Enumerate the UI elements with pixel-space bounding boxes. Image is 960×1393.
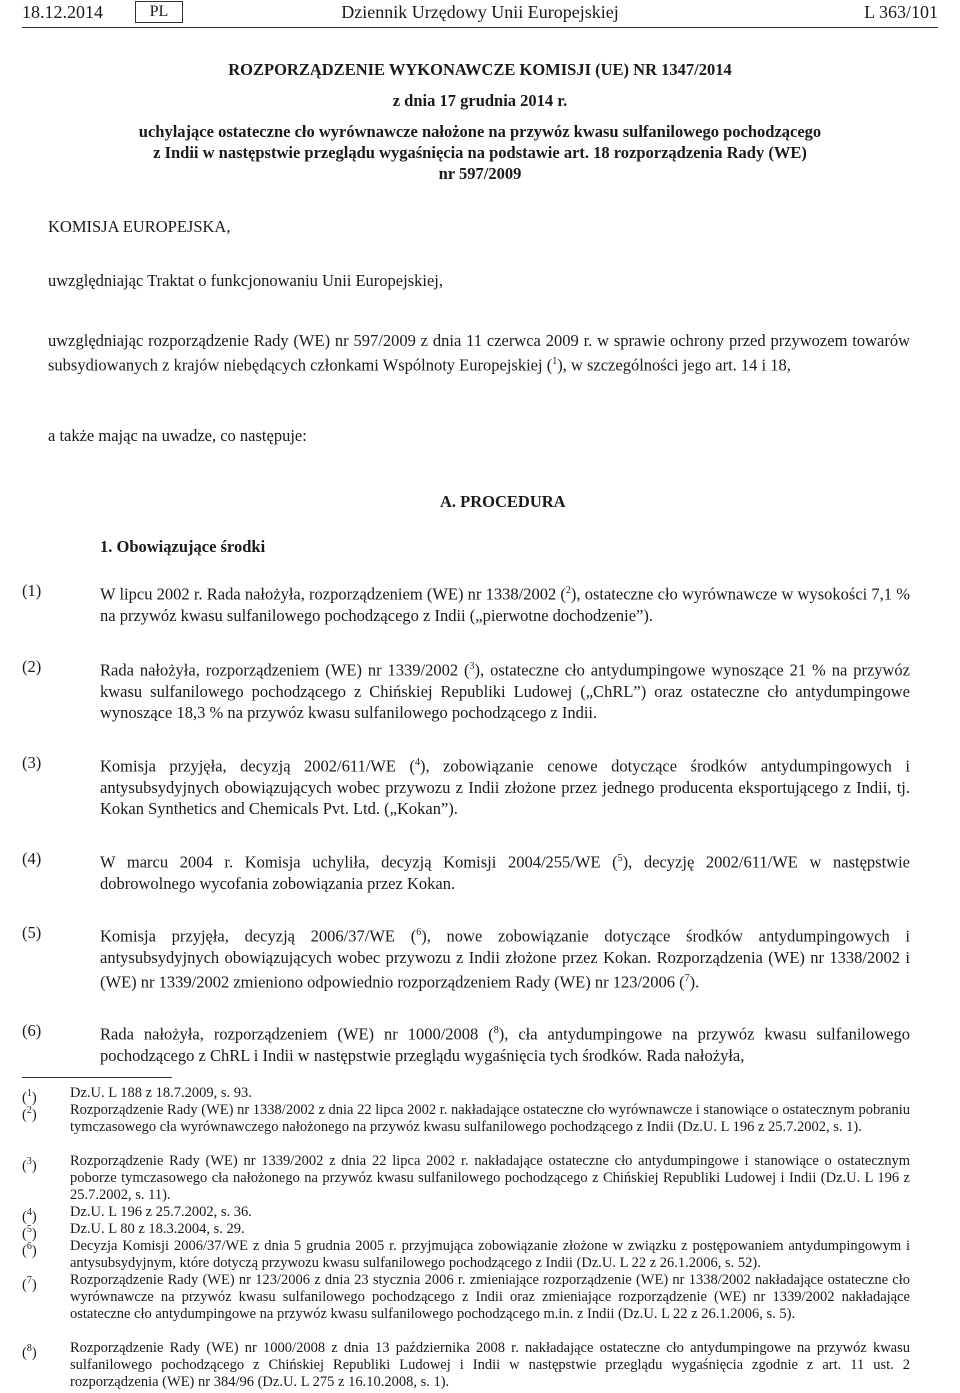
page-reference: L 363/101: [864, 2, 938, 22]
language-badge: PL: [135, 1, 183, 23]
footnote-number: ($^8$): [22, 1343, 37, 1361]
recital-text: Rada nałożyła, rozporządzeniem (WE) nr 1000/2008 ($^8$), cła antydumpingowe na przywóz kwasu sulfanilowego pochodzącego z ChRL i Indii w następstwie przeglądu wygaśnięcia tych środków. Rada nałożyła,: [100, 1024, 910, 1065]
header-divider: [22, 27, 938, 28]
footnote-text: Dz.U. L 188 z 18.7.2009, s. 93.: [70, 1085, 252, 1101]
recital-number: (3): [22, 753, 42, 772]
footnote-text: Rozporządzenie Rady (WE) nr 1339/2002 z dnia 22 lipca 2002 r. nakładające ostateczne cło antydumpingowe i stanowiące o ostatecznym poborze tymczasowego cła nałożonego na przywóz kwasu sulfanilowego pochodzącego z Chińskiej Republiki Ludowej i Indii (Dz.U. L 196 z 25.7.2002, s. 11).: [70, 1153, 910, 1203]
recital-text: Komisja przyjęła, decyzją 2006/37/WE ($^6$), nowe zobowiązanie dotyczące środków antydumpingowych i antysubsydyjnych obowiązujących wobec przywozu z Indii złożone przez Kokan. Rozporządzenia (WE) nr 1338/2002 i (WE) nr 1339/2002 zmieniono odpowiednio rozporządzeniem Rady (WE) nr 123/2006 ($^7$).: [100, 926, 910, 991]
footnote-divider: [22, 1077, 172, 1078]
footnote-text: Dz.U. L 196 z 25.7.2002, s. 36.: [70, 1204, 252, 1220]
footnote-text: Dz.U. L 80 z 18.3.2004, s. 29.: [70, 1221, 245, 1237]
preamble-treaty: uwzględniając Traktat o funkcjonowaniu Unii Europejskiej,: [48, 271, 444, 290]
regulation-title: ROZPORZĄDZENIE WYKONAWCZE KOMISJI (UE) NR 1347/2014: [228, 60, 732, 79]
recital-number: (1): [22, 581, 42, 600]
commission-heading: KOMISJA EUROPEJSKA,: [48, 217, 231, 236]
footnote-text: Rozporządzenie Rady (WE) nr 1338/2002 z dnia 22 lipca 2002 r. nakładające ostateczne cło wyrównawcze i stanowiące o ostatecznym pobraniu tymczasowego cła wyrównawczego nałożonego na przywóz kwasu sulfanilowego pochodzącego z Indii (Dz.U. L 196 z 25.7.2002, s. 1).: [70, 1102, 910, 1135]
recital-number: (5): [22, 923, 42, 942]
footnote-number: ($^7$): [22, 1275, 37, 1293]
preamble-regulation: uwzględniając rozporządzenie Rady (WE) nr 597/2009 z dnia 11 czerwca 2009 r. w sprawie ochrony przed przywozem towarów subsydiowanych z krajów niebędących członkami Wspólnoty Europejskiej ($^1$), w szczególności jego art. 14 i 18,: [48, 331, 910, 375]
footnote-number: ($^3$): [22, 1156, 37, 1174]
footnote-number: ($^4$): [22, 1207, 37, 1225]
recital-text: W lipcu 2002 r. Rada nałożyła, rozporządzeniem (WE) nr 1338/2002 ($^2$), ostateczne cło wyrównawcze w wysokości 7,1 % na przywóz kwasu sulfanilowego pochodzącego z Indii („pierwotne dochodzenie”).: [100, 584, 910, 625]
footnote-text: Rozporządzenie Rady (WE) nr 1000/2008 z dnia 13 października 2008 r. nakładające ostateczne cło antydumpingowe na przywóz kwasu sulfanilowego pochodzącego z Chińskiej Republiki Ludowej i Indii w następstwie przeglądu wygaśnięcia zgodnie z art. 11 ust. 2 rozporządzenia (WE) nr 384/96 (Dz.U. L 275 z 16.10.2008, s. 1).: [70, 1340, 910, 1390]
preamble-whereas: a także mając na uwadze, co następuje:: [48, 426, 307, 445]
regulation-subject-line1: uchylające ostateczne cło wyrównawcze nałożone na przywóz kwasu sulfanilowego pochodzącego: [138, 122, 822, 141]
footnote-text: Rozporządzenie Rady (WE) nr 123/2006 z dnia 23 stycznia 2006 r. zmieniające rozporządzenie (WE) nr 1338/2002 nakładające ostateczne cło wyrównawcze na przywóz kwasu sulfanilowego pochodzącego z Indii oraz zmieniające rozporządzenie (WE) nr 1339/2002 nakładające ostateczne cło antydumpingowe na przywóz kwasu sulfanilowego pochodzącego m.in. z Indii (Dz.U. L 22 z 26.1.2006, s. 5).: [70, 1272, 910, 1322]
journal-title: Dziennik Urzędowy Unii Europejskiej: [341, 2, 619, 22]
subsection-heading: 1. Obowiązujące środki: [100, 537, 266, 556]
footnote-number: ($^2$): [22, 1105, 37, 1123]
footnote-text: Decyzja Komisji 2006/37/WE z dnia 5 grudnia 2005 r. przyjmująca zobowiązanie złożone w związku z postępowaniem antydumpingowym i antysubsydyjnym, które dotyczą przywozu kwasu sulfanilowego pochodzącego z Indii (Dz.U. L 22 z 26.1.2006, s. 52).: [70, 1238, 910, 1271]
regulation-subject-line2: z Indii w następstwie przeglądu wygaśnięcia na podstawie art. 18 rozporządzenia Rady (WE): [153, 143, 807, 162]
footnote-ref: 1: [552, 356, 558, 367]
footnote-number: ($^5$): [22, 1224, 37, 1242]
recital-number: (4): [22, 849, 42, 868]
recital-number: (6): [22, 1021, 42, 1040]
footnote-number: ($^1$): [22, 1088, 37, 1106]
section-heading: A. PROCEDURA: [440, 492, 566, 511]
regulation-date: z dnia 17 grudnia 2014 r.: [392, 91, 568, 110]
recital-text: Rada nałożyła, rozporządzeniem (WE) nr 1339/2002 ($^3$), ostateczne cło antydumpingowe wynoszące 21 % na przywóz kwasu sulfanilowego pochodzącego z Chińskiej Republiki Ludowej („ChRL”) oraz ostateczne cło antydumpingowe wynoszące 18,3 % na przywóz kwasu sulfanilowego pochodzącego z Indii.: [100, 660, 911, 722]
recital-text: Komisja przyjęła, decyzją 2002/611/WE ($^4$), zobowiązanie cenowe dotyczące środków antydumpingowych i antysubsydyjnych obowiązujących wobec przywozu z Indii złożone przez jednego producenta eksportującego z Indii, tj. Kokan Synthetics and Chemicals Pvt. Ltd. („Kokan”).: [100, 756, 910, 818]
regulation-subject-line3: nr 597/2009: [438, 164, 522, 183]
recital-number: (2): [22, 657, 42, 676]
header-date: 18.12.2014: [22, 2, 103, 22]
recital-text: W marcu 2004 r. Komisja uchyliła, decyzją Komisji 2004/255/WE ($^5$), decyzję 2002/611/WE w następstwie dobrowolnego wycofania zobowiązania przez Kokan.: [100, 852, 910, 893]
footnote-number: ($^6$): [22, 1241, 37, 1259]
